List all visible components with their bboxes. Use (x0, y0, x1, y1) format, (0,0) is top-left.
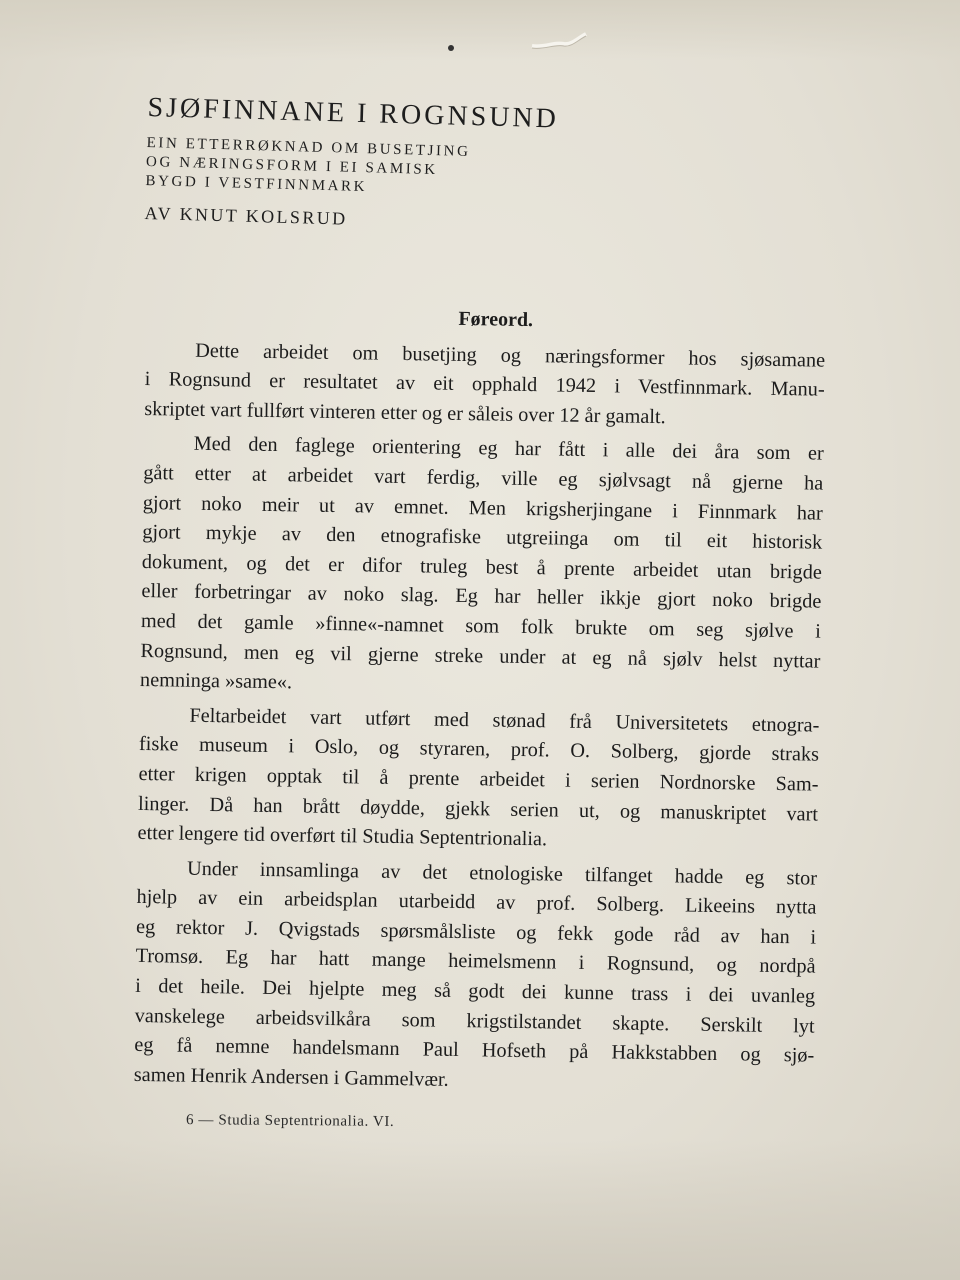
text-line: i det heile. Dei hjelpte meg så godt dei kunne trass i dei uvanleg (135, 974, 816, 1008)
text-line: Dette arbeidet om busetjing og næringsformer hos sjøsamane (195, 339, 826, 372)
subtitle-line: OG NÆRINGSFORM I EI SAMISK (145, 153, 438, 179)
text-line: linger. Då han brått døydde, gjekk serien ut, og manuskriptet vart (137, 792, 819, 826)
subtitle-line: BYGD I VESTFINNMARK (145, 172, 368, 196)
section-heading: Føreord. (458, 307, 534, 332)
text-line: etter krigen opptak til å prente arbeidet i serien Nordnorske Sam- (138, 762, 819, 796)
text-line: nemninga »same«. (139, 669, 293, 694)
text-line: dokument, og det er difor truleg best å prente arbeidet utan brigde (141, 550, 822, 584)
text-line: Under innsamlinga av det etnologiske tilfanget hadde eg stor (186, 857, 818, 890)
paragraph (134, 854, 818, 1101)
text-line: skriptet vart fullført vinteren etter og er såleis over 12 år gamalt. (144, 397, 666, 428)
text-line: samen Henrik Andersen i Gammelvær. (133, 1063, 449, 1091)
document-subtitle (145, 134, 586, 203)
text-line: eller forbetringar av noko slag. Eg har heller ikkje gjort noko brigde (141, 580, 822, 613)
text-line: gått etter at arbeidet vart ferdig, ville eg sjølvsagt nå gjerne ha (143, 461, 824, 495)
text-line: hjelp av ein arbeidsplan utarbeidd av prof. Solberg. Likeeins nytta (136, 886, 817, 919)
main-text (134, 300, 826, 1101)
title-block (144, 92, 588, 236)
page-footer: 6 — Studia Septentrionalia. VI. (185, 1112, 395, 1130)
paper-tear-mark (530, 30, 590, 52)
paragraph (140, 429, 824, 706)
text-line: gjort noko meir ut av emnet. Men krigsherjingane i Finnmark har (142, 491, 823, 525)
author-line: AV KNUT KOLSRUD (144, 202, 348, 229)
text-line: Tromsø. Eg har hatt mange heimelsmenn i Rognsund, og nordpå (135, 945, 816, 979)
document-title: SJØFINNANE I ROGNSUND (147, 92, 560, 135)
subtitle-line: EIN ETTERRØKNAD OM BUSETJING (146, 134, 471, 161)
text-line: vanskelege arbeidsvilkåra som krigstilstandet skapte. Serskilt lyt (134, 1004, 815, 1038)
text-line: gjort mykje av den etnografiske utgreiinga om til eit historisk (142, 521, 823, 554)
text-line: Feltarbeidet vart utført med stønad frå Universitetets etnogra- (189, 704, 820, 737)
text-line: fiske museum i Oslo, og styraren, prof. O. Solberg, gjorde straks (138, 733, 820, 766)
text-line: med det gamle »finne«-namnet som folk brukte om seg sjølve i (140, 609, 822, 643)
bottom-shadow (0, 1140, 960, 1280)
text-line: Med den faglege orientering eg har fått i alle dei åra som er (193, 433, 824, 466)
ink-dot (448, 45, 454, 51)
paragraph (137, 701, 819, 860)
paragraph-container (134, 336, 826, 1101)
paragraph (144, 336, 825, 435)
text-line: Rognsund, men eg vil gjerne streke under at eg nå sjølv helst nyttar (140, 639, 821, 673)
text-line: eg rektor J. Qvigstads spørsmålsliste og fekk gode råd av han i (135, 915, 817, 949)
top-shadow (0, 0, 960, 60)
text-line: i Rognsund er resultatet av eit opphald 1942 i Vestfinnmark. Manu- (144, 368, 825, 401)
text-line: etter lengere tid overført til Studia Septentrionalia. (137, 822, 548, 851)
text-line: eg få nemne handelsmann Paul Hofseth på Hakkstabben og sjø- (134, 1034, 815, 1067)
